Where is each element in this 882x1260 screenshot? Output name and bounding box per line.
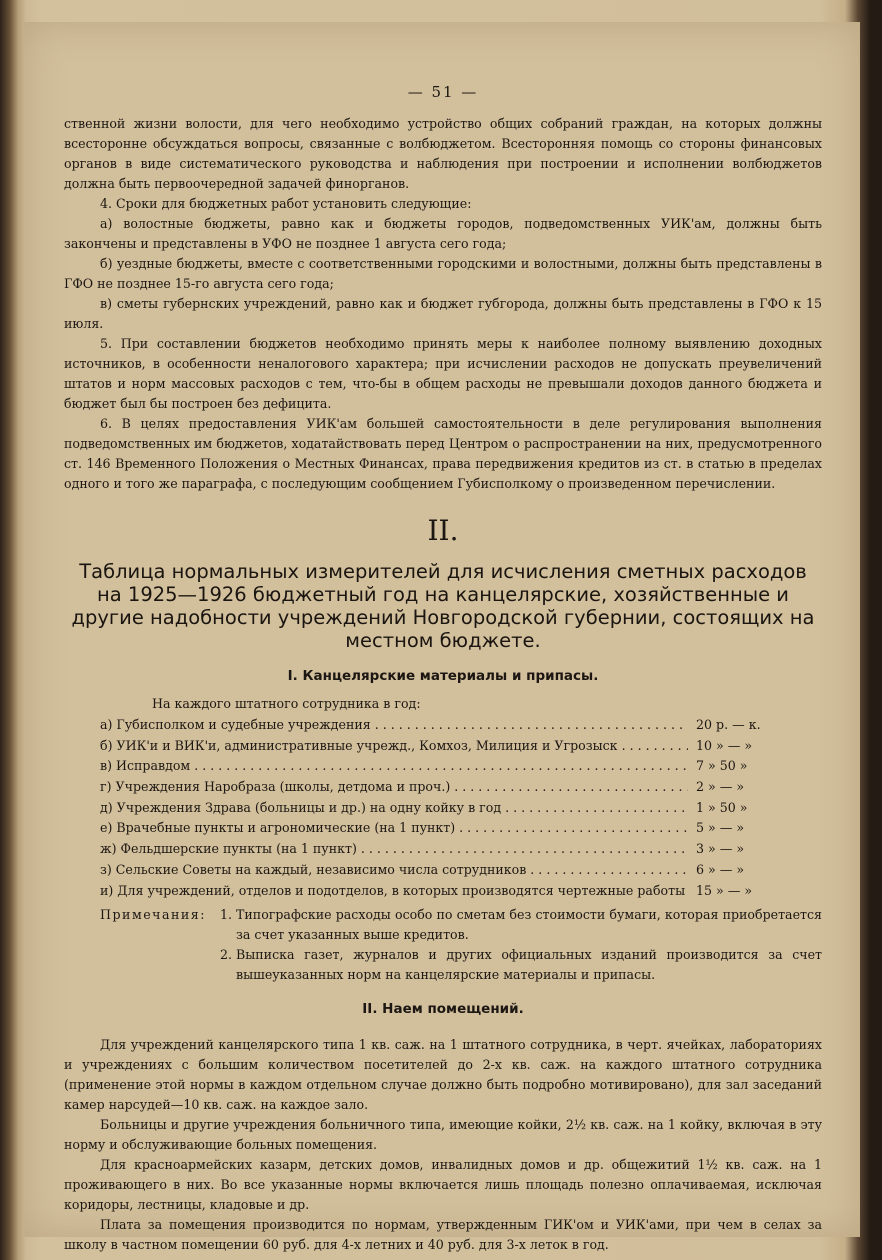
paragraph-item-4: 4. Сроки для бюджетных работ установить следующие: bbox=[100, 196, 472, 211]
item-amount: 7 » 50 » bbox=[696, 758, 748, 774]
note-text: Выписка газет, журналов и других официальных изданий производится за счет вышеуказанных норм на канцелярские материалы и припасы. bbox=[236, 946, 822, 982]
item-amount: 15 » — » bbox=[696, 882, 753, 898]
notes-list bbox=[220, 905, 822, 985]
part2-paragraph: Для красноармейских казарм, детских домов, инвалидных домов и др. общежитий 1½ кв. саж. на 1 проживающего в них. Во все указанные нормы включается лишь площадь полезно оплачиваемая, исключая коридоры, лестницы, кладовые и др. bbox=[64, 1156, 822, 1212]
list-item bbox=[64, 777, 822, 798]
item-label: и) Для учреждений, отделов и подотделов, в которых производятся чертежные работы bbox=[100, 882, 686, 898]
list-item bbox=[64, 839, 822, 860]
section-number: II. bbox=[427, 514, 459, 547]
item-amount: 6 » — » bbox=[696, 861, 745, 877]
part1-title: I. Канцелярские материалы и припасы. bbox=[287, 668, 599, 684]
item-label: ж) Фельдшерские пункты (на 1 пункт) . . . bbox=[100, 839, 688, 859]
paragraph-item-5: 5. При составлении бюджетов необходимо принять меры к наиболее полному выявлению доходных источников, в особенности неналогового характера; при исчислении расходов не допускать преувеличений штатов и норм массовых расходов с тем, что-бы в общем расходы не превышали доходов данного бюджета и бюджет был бы построен без дефицита. bbox=[64, 336, 822, 411]
note-item bbox=[220, 945, 822, 985]
table-title: Таблица нормальных измерителей для исчисления сметных расходов на 1925—1926 бюджетный год на канцелярские, хозяйственные и другие надобности учреждений Новгородской губернии, состоящих на местном бюджете. bbox=[71, 560, 815, 652]
item-label: г) Учреждения Наробраза (школы, детдома и проч.) . . . bbox=[100, 777, 688, 797]
list-item bbox=[64, 715, 822, 736]
part2-paragraph: Плата за помещения производится по нормам, утвержденным ГИК'ом и УИК'ами, при чем в селах за школу в частном помещении 60 руб. для 4-х летних и 40 руб. для 3-х леток в год. bbox=[64, 1216, 822, 1252]
list-item bbox=[64, 756, 822, 777]
list-item bbox=[64, 860, 822, 881]
item-amount: 5 » — » bbox=[696, 820, 745, 836]
item-amount: 2 » — » bbox=[696, 779, 745, 795]
paragraph-item-4v: в) сметы губернских учреждений, равно как и бюджет губгорода, должны быть представлены в ГФО к 15 июля. bbox=[64, 296, 822, 331]
paragraph-item-4a: а) волостные бюджеты, равно как и бюджеты городов, подведомственных УИК'ам, должны быть закончены и представлены в УФО не позднее 1 августа сего года; bbox=[64, 216, 822, 251]
part1-intro: На каждого штатного сотрудника в год: bbox=[152, 696, 421, 711]
list-item bbox=[64, 736, 822, 757]
note-item bbox=[220, 905, 822, 945]
item-label: е) Врачебные пункты и агрономические (на 1 пункт) . . . bbox=[100, 818, 688, 838]
note-text: Типографские расходы особо по сметам без стоимости бумаги, которая приобретается за счет указанных выше кредитов. bbox=[236, 906, 822, 942]
part2-title: II. Наем помещений. bbox=[362, 1000, 524, 1017]
item-label: в) Исправдом . . . bbox=[100, 756, 688, 776]
note-number: 1. bbox=[220, 906, 233, 922]
note-number: 2. bbox=[220, 946, 233, 962]
notes-block bbox=[64, 905, 822, 985]
norms-list bbox=[64, 715, 822, 901]
page-number: — 51 — bbox=[407, 83, 479, 101]
item-amount: 10 » — » bbox=[696, 737, 753, 753]
item-amount: 20 р. — к. bbox=[696, 717, 761, 732]
item-label: д) Учреждения Здрава (больницы и др.) на одну койку в год . . . bbox=[100, 798, 688, 818]
part2-paragraph: Для учреждений канцелярского типа 1 кв. саж. на 1 штатного сотрудника, в черт. ячейках, лабораториях и учреждениях с большим количеством посетителей до 2-х кв. саж. на каждого штатного сотрудника (применение этой нормы в каждом отдельном случае должно быть подробно мотивировано), для зал заседаний камер нарсудей—10 кв. саж. на каждое зало. bbox=[64, 1036, 822, 1112]
list-item bbox=[64, 881, 822, 901]
part2-paragraph: Больницы и другие учреждения больничного типа, имеющие койки, 2½ кв. саж. на 1 койку, включая в эту норму и обслуживающие больных помещения. bbox=[64, 1116, 822, 1152]
paragraph-item-4b: б) уездные бюджеты, вместе с соответственными городскими и волостными, должны быть представлены в ГФО не позднее 15-го августа сего года; bbox=[64, 256, 822, 291]
item-amount: 1 » 50 » bbox=[696, 799, 748, 815]
list-item bbox=[64, 818, 822, 839]
page-content bbox=[64, 82, 822, 1255]
book-page bbox=[24, 22, 860, 1252]
item-label: а) Губисполком и судебные учреждения . . . bbox=[100, 715, 688, 735]
item-label: з) Сельские Советы на каждый, независимо числа сотрудников . . . bbox=[100, 860, 688, 880]
item-label: б) УИК'и и ВИК'и, административные учрежд., Комхоз, Милиция и Угрозыск . . . bbox=[100, 736, 688, 756]
list-item bbox=[64, 798, 822, 819]
paragraph-continuation: ственной жизни волости, для чего необходимо устройство общих собраний граждан, на которых должны всесторонне обсуждаться вопросы, связанные с волбюджетом. Всесторонняя помощь со стороны финансовых органов в виде систематического руководства и наблюдения при построении и исполнении волбюджетов должна быть первоочередной задачей финорганов. bbox=[64, 116, 822, 191]
paragraph-item-6: 6. В целях предоставления УИК'ам большей самостоятельности в деле регулирования выполнения подведомственных им бюджетов, ходатайствовать перед Центром о распространении на них, предусмотренного ст. 146 Временного Положения о Местных Финансах, права передвижения кредитов из ст. в статью в пределах одного и того же параграфа, с последующим сообщением Губисполкому о произведенном перечислении. bbox=[64, 416, 822, 491]
notes-label: Примечания: bbox=[100, 906, 206, 922]
item-amount: 3 » — » bbox=[696, 841, 745, 857]
